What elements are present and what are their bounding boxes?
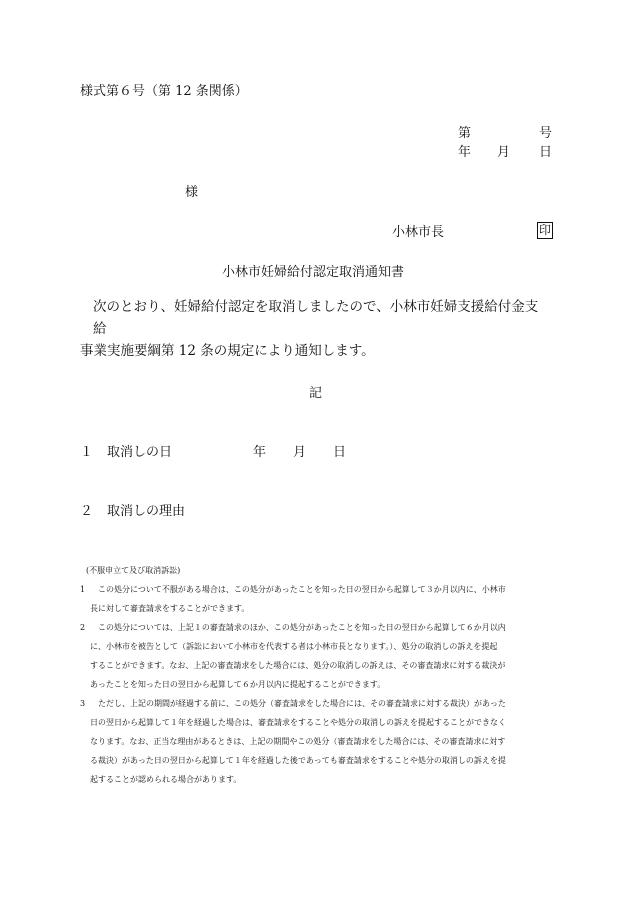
note-3-line: る裁決）があった日の翌日から起算して１年を経過した後であっても審査請求をすることや処分の取消しの訴えを提 (90, 756, 506, 765)
ki-heading: 記 (309, 386, 323, 401)
note-3-line: ただし、上記の期間が経過する前に、この処分（審査請求をした場合には、その審査請求に対する裁決）があった (98, 699, 506, 708)
note-3-number: 3 (80, 699, 86, 708)
appeal-notes (80, 561, 560, 789)
item2-label: 取消しの理由 (107, 504, 186, 519)
note-2 (80, 618, 560, 694)
doc-number-prefix: 第 (458, 126, 472, 141)
doc-number-suffix: 号 (539, 126, 553, 141)
body-line-2: 事業実施要綱第 12 条の規定により通知します。 (80, 343, 375, 359)
item1-label: 取消しの日 (107, 445, 173, 460)
note-2-line: に、小林市を被告として（訴訟において小林市を代表する者は小林市長となります。）、処分の取消しの訴えを提起 (90, 642, 498, 651)
item1-year: 年 (253, 445, 267, 460)
document-title: 小林市妊婦給付認定取消通知書 (222, 265, 405, 280)
note-1 (80, 580, 560, 618)
date-year: 年 (458, 145, 472, 160)
note-3-line: なります。なお、正当な理由があるときは、上記の期間やこの処分（審査請求をした場合には、その審査請求に対す (90, 737, 506, 746)
note-3-line: 日の翌日から起算して１年を経過した場合は、審査請求をすることや処分の取消しの訴えを提起することができなく (90, 718, 506, 727)
item1-day: 日 (333, 445, 347, 460)
note-2-line: この処分については、上記１の審査請求のほか、この処分があったことを知った日の翌日から起算して６か月以内 (98, 623, 506, 632)
seal-mark (537, 219, 553, 239)
item1-month: 月 (293, 445, 307, 460)
body-line-1: 次のとおり、妊婦給付認定を取消しましたので、小林市妊婦支援給付金支給 (93, 299, 539, 337)
date-day: 日 (539, 145, 553, 160)
note-2-line: することができます。なお、上記の審査請求をした場合には、処分の取消しの訴えは、その審査請求に対する裁決が (90, 661, 506, 670)
form-label: 様式第６号（第 12 条関係） (80, 84, 248, 99)
item2-number: ２ (80, 504, 94, 519)
note-1-number: 1 (80, 585, 86, 594)
seal-text: 印 (539, 223, 552, 237)
note-2-line: あったことを知った日の翌日から起算して６か月以内に提起することができます。 (90, 680, 386, 689)
note-3 (80, 694, 560, 789)
note-3-line: 起することが認められる場合があります。 (90, 775, 242, 784)
notes-heading: (不服申立て及び取消訴訟) (86, 566, 181, 575)
sender-name: 小林市長 (392, 225, 445, 240)
item1-number: １ (80, 445, 94, 460)
note-1-line: 長に対して審査請求をすることができます。 (90, 604, 250, 613)
note-2-number: 2 (80, 623, 86, 632)
body-paragraph (80, 296, 550, 362)
recipient-honorific: 様 (185, 185, 199, 200)
note-1-line: この処分について不服がある場合は、この処分があったことを知った日の翌日から起算して３か月以内に、小林市 (98, 585, 506, 594)
date-month: 月 (497, 145, 511, 160)
